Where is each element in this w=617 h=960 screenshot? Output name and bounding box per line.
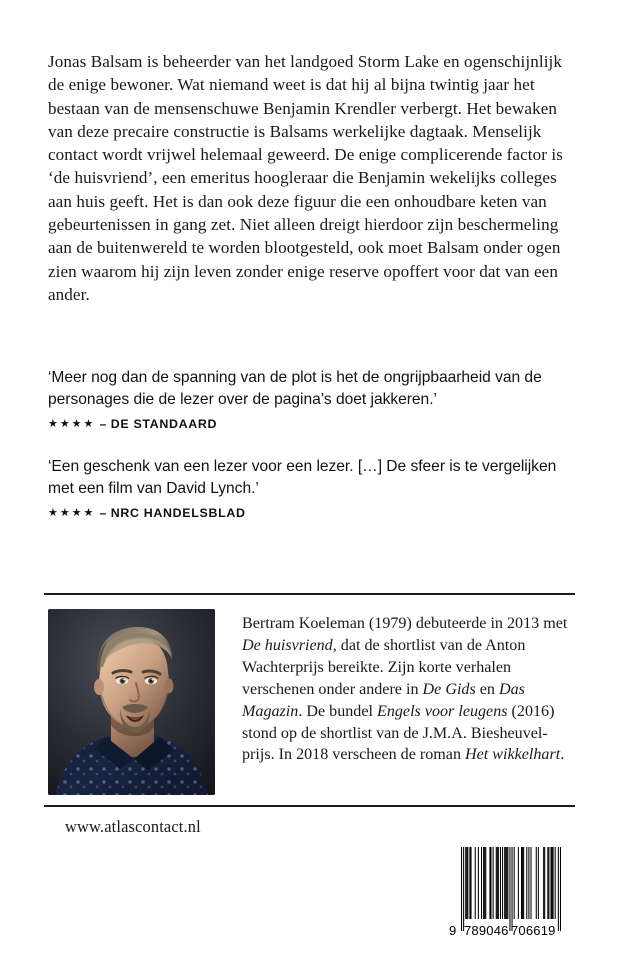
review-source-1: DE STANDAARD (110, 416, 218, 431)
synopsis-text: Jonas Balsam is beheerder van het landgoed Storm Lake en ogenschijnlijk de enige bewoner. Wat niemand weet is dat hij al bijna twintig jaar het bestaan van de mensenschuwe Benjamin Krendler verbergt. Het bewaken van deze precaire constructie is Balsams werkelijke dagtaak. Menselijk contact wordt vrijwel helemaal geweerd. De enige complicerende factor is ‘de huisvriend’, een emeritus hoogleraar die Benjamin wekelijks colleges aan huis geeft. Het is dan ook deze figuur die een onhoudbare keten van gebeurtenissen in gang zet. Niet alleen dreigt hierdoor zijn beschermeling aan de buitenwereld te worden blootgesteld, ook moet Balsam onder ogen zien waarom hij zijn leven zonder enige reserve opoffert voor dat van een ander. (48, 52, 563, 304)
credit-dash: – (99, 505, 107, 520)
review-quote-2 (48, 456, 578, 523)
author-biography: Bertram Koeleman (1979) debuteerde in 2013 met De huisvriend, dat de shortlist van de Anton Wachterprijs bereikte. Zijn korte verhalen verschenen onder andere in De Gids en Das Magazin. De bundel Engels voor leugens (2016) stond op de shortlist van de J.M.A. Biesheuvel-prijs. In 2018 verscheen de roman Het wikkelhart. (242, 615, 568, 764)
book-title-italic: Engels voor leugens (377, 702, 508, 720)
synopsis-block (48, 50, 575, 306)
review-quote-2-credit (48, 505, 578, 523)
review-quote-1 (48, 367, 578, 434)
credit-dash: – (99, 416, 107, 431)
book-title-italic: De huisvriend (242, 636, 333, 654)
review-quote-2-text: ‘Een geschenk van een lezer voor een lezer. […] De sfeer is te vergelijken met een film van David Lynch.’ (48, 457, 557, 498)
svg-text:706619: 706619 (511, 923, 556, 937)
divider-below-author (44, 805, 575, 807)
reviews-block (48, 367, 578, 523)
isbn-barcode (447, 845, 565, 937)
book-title-italic: De Gids (422, 680, 476, 698)
svg-text:789046: 789046 (464, 923, 509, 937)
publisher-website[interactable]: www.atlascontact.nl (65, 817, 201, 836)
divider-above-author (44, 593, 575, 595)
book-title-italic: Het wikkelhart (465, 746, 561, 764)
book-title-italic: Das Magazin (242, 680, 525, 720)
svg-text:9: 9 (449, 923, 457, 937)
author-portrait-photo (48, 609, 215, 795)
review-quote-1-text: ‘Meer nog dan de spanning van de plot is het de ongrijpbaarheid van de personages die de lezer over de pagina’s doet jakkeren.’ (48, 369, 542, 409)
author-block (48, 609, 575, 799)
review-source-2: NRC HANDELSBLAD (110, 505, 246, 520)
star-rating-icon: ★★★★ (48, 417, 96, 430)
star-rating-icon: ★★★★ (48, 506, 96, 519)
review-quote-1-credit (48, 416, 578, 434)
